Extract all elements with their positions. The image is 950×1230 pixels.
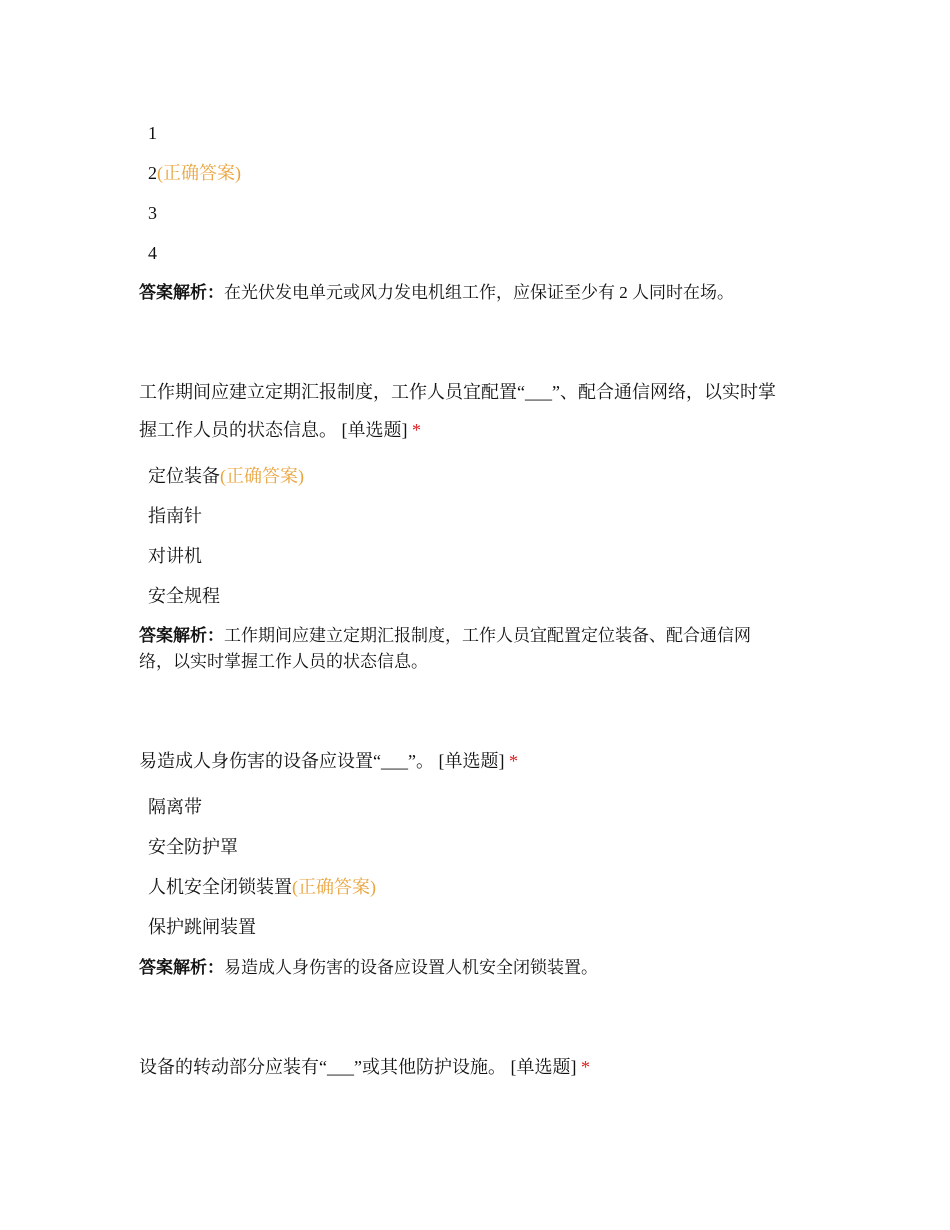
question-title: 设备的转动部分应装有“___”或其他防护设施。 [单选题] *: [139, 1057, 590, 1077]
option-renjibisuo[interactable]: 人机安全闭锁装置(正确答案): [148, 877, 376, 897]
option-gelidai[interactable]: 隔离带: [148, 797, 202, 817]
analysis-label: 答案解析：: [139, 283, 224, 302]
question-title-line-2: 握工作人员的状态信息。 [单选题] *: [139, 420, 421, 440]
analysis-text-line-1: 工作期间应建立定期汇报制度，工作人员宜配置定位装备、配合通信网: [224, 626, 751, 645]
required-star: *: [508, 751, 518, 771]
option-baohutiaozha[interactable]: 保护跳闸装置: [148, 917, 256, 937]
correct-answer-tag: (正确答案): [157, 163, 241, 183]
question-title-line-1: 工作期间应建立定期汇报制度，工作人员宜配置“___”、配合通信网络，以实时掌: [139, 382, 776, 402]
option-4[interactable]: 4: [148, 243, 157, 263]
analysis-label: 答案解析：: [139, 958, 224, 977]
option-zhinanzhen[interactable]: 指南针: [148, 506, 202, 526]
option-anquanguicheng[interactable]: 安全规程: [148, 586, 220, 606]
analysis-text-line-2: 络，以实时掌握工作人员的状态信息。: [139, 652, 428, 671]
analysis-label: 答案解析：: [139, 626, 224, 645]
analysis-text: 易造成人身伤害的设备应设置人机安全闭锁装置。: [224, 958, 598, 977]
option-anquanfanghuzhao[interactable]: 安全防护罩: [148, 837, 238, 857]
correct-answer-tag: (正确答案): [292, 877, 376, 897]
question-type: [单选题]: [438, 751, 505, 771]
answer-analysis: [139, 956, 598, 980]
analysis-text: 在光伏发电单元或风力发电机组工作，应保证至少有 2 人同时在场。: [224, 283, 734, 302]
answer-analysis: [139, 281, 734, 305]
required-star: *: [412, 420, 421, 440]
option-3[interactable]: 3: [148, 203, 157, 223]
answer-analysis: [139, 624, 751, 648]
question-type: [单选题]: [341, 420, 408, 440]
option-2[interactable]: 2(正确答案): [148, 163, 241, 183]
option-dingwei[interactable]: 定位装备(正确答案): [148, 466, 304, 486]
required-star: *: [580, 1057, 590, 1077]
question-type: [单选题]: [510, 1057, 577, 1077]
option-duijiangji[interactable]: 对讲机: [148, 546, 202, 566]
option-1[interactable]: 1: [148, 123, 157, 143]
question-title: 易造成人身伤害的设备应设置“___”。 [单选题] *: [139, 751, 518, 771]
correct-answer-tag: (正确答案): [220, 466, 304, 486]
